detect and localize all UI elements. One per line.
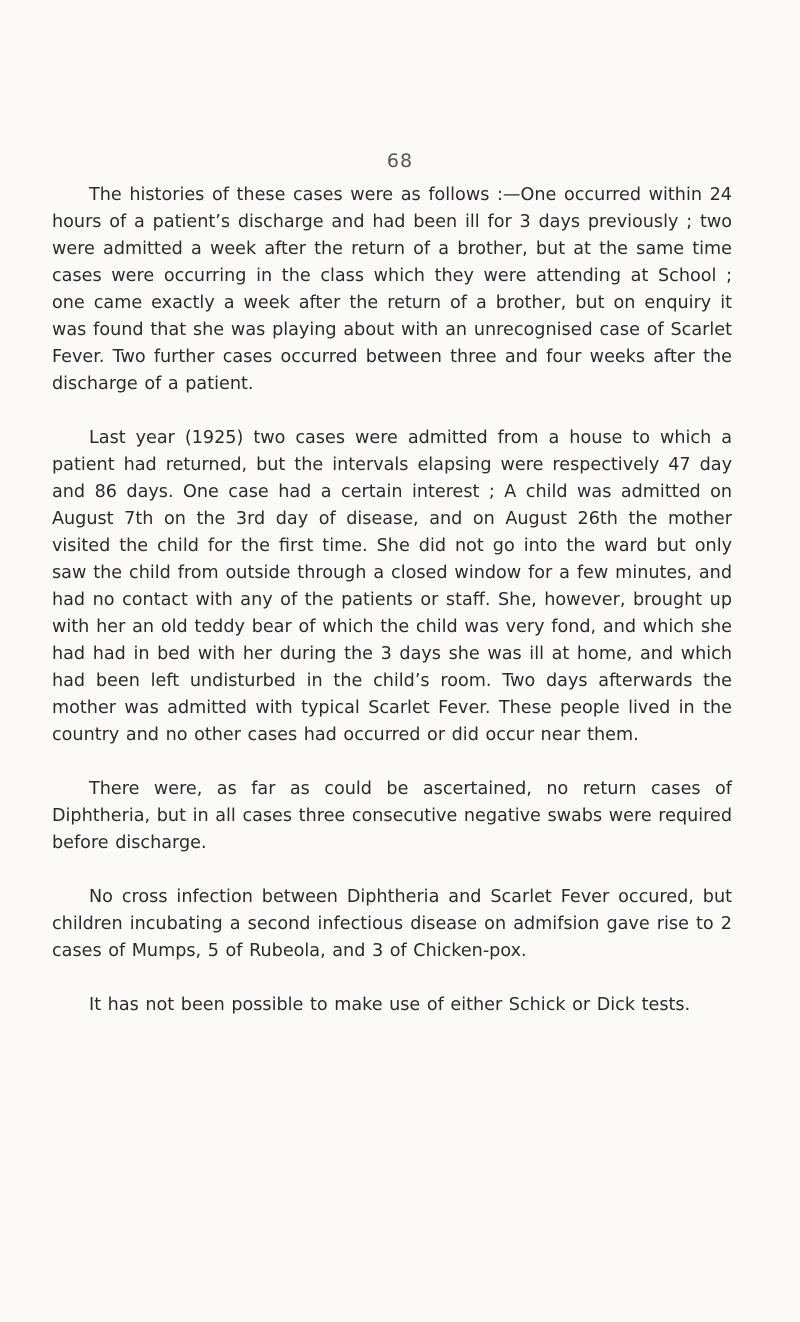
paragraph-diphtheria-returns: There were, as far as could be ascertained, no return cases of Diphtheria, but in all cases three consecutive negative swabs were required before discharge.: [52, 779, 732, 853]
body-text: [52, 182, 732, 1019]
paragraph-last-year-1925: Last year (1925) two cases were admitted from a house to which a patient had returned, but the intervals elapsing were respectively 47 day and 86 days. One case had a certain interest ; A child was admitted on August 7th on the 3rd day of disease, and on August 26th the mother visited the child for the first time. She did not go into the ward but only saw the child from outside through a closed window for a few minutes, and had no contact with any of the patients or staff. She, however, brought up with her an old teddy bear of which the child was very fond, and which she had had in bed with her during the 3 days she was ill at home, and which had been left undisturbed in the child’s room. Two days afterwards the mother was admitted with typical Scarlet Fever. These people lived in the country and no other cases had occurred or did occur near them.: [52, 428, 732, 745]
paragraph-schick-dick-tests: It has not been possible to make use of either Schick or Dick tests.: [89, 995, 691, 1015]
page-number: 68: [386, 150, 414, 172]
paragraph-case-histories: The histories of these cases were as follows :—One occurred within 24 hours of a patient’s discharge and had been ill for 3 days previously ; two were admitted a week after the return of a brother, but at the same time cases were occurring in the class which they were attending at School ; one came exactly a week after the return of a brother, but on enquiry it was found that she was playing about with an unrecognised case of Scarlet Fever. Two further cases occurred between three and four weeks after the discharge of a patient.: [52, 185, 732, 394]
paragraph-cross-infection: No cross infection between Diphtheria and Scarlet Fever occured, but children incubating a second infectious disease on admifsion gave rise to 2 cases of Mumps, 5 of Rubeola, and 3 of Chicken-pox.: [52, 887, 732, 961]
